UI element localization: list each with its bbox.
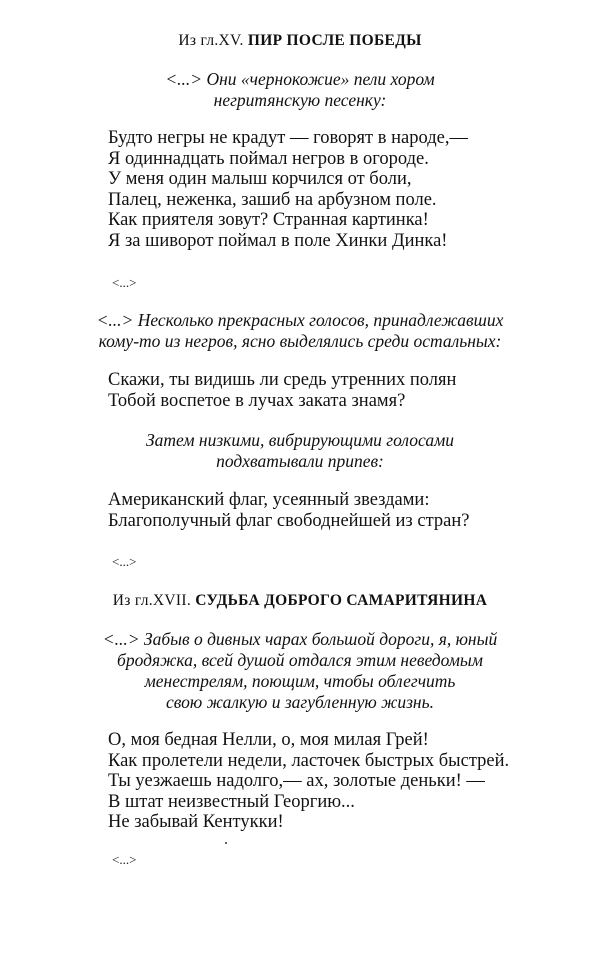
- verse-line: Тобой воспетое в лучах заката знамя?: [108, 390, 406, 411]
- verse-line: Не забывай Кентукки!: [108, 812, 284, 832]
- print-speck: [225, 842, 227, 844]
- prose-line: <...> Несколько прекрасных голосов, принадлежавших: [96, 310, 504, 330]
- omission-marker: <...>: [112, 852, 137, 867]
- prose-intro-1: [40, 69, 560, 111]
- prose-line: <...> Они «чернокожие» пели хором: [165, 69, 435, 89]
- verse-stanza-4: [108, 730, 578, 833]
- omission-marker: <...>: [112, 554, 137, 569]
- verse-line: Благополучный флаг свободнейшей из стран?: [108, 510, 470, 531]
- chapter-heading-title: СУДЬБА ДОБРОГО САМАРИТЯНИНА: [195, 592, 488, 609]
- prose-intro-3: [40, 430, 560, 472]
- prose-intro-4: [40, 629, 560, 713]
- verse-line: Скажи, ты видишь ли средь утренних полян: [108, 370, 457, 390]
- prose-line: подхватывали припев:: [216, 451, 384, 471]
- verse-line: О, моя бедная Нелли, о, моя милая Грей!: [108, 730, 429, 750]
- prose-line: <...> Забыв о дивных чарах большой дороги, я, юный: [102, 629, 498, 649]
- verse-line: В штат неизвестный Георгию...: [108, 791, 355, 812]
- prose-line: менестрелям, поющим, чтобы облегчить: [144, 671, 456, 691]
- verse-line: Ты уезжаешь надолго,— ах, золотые деньки! —: [108, 771, 485, 791]
- verse-stanza-2: [108, 370, 578, 411]
- verse-line: Я одиннадцать поймал негров в огороде.: [108, 148, 429, 169]
- verse-line: Американский флаг, усеянный звездами:: [108, 490, 430, 510]
- prose-line: негритянскую песенку:: [213, 90, 387, 110]
- verse-stanza-3: [108, 490, 578, 531]
- chapter-heading-prefix: Из гл.XV.: [178, 32, 244, 49]
- prose-line: свою жалкую и загубленную жизнь.: [166, 692, 434, 712]
- chapter-heading-15: [0, 32, 600, 50]
- prose-intro-2: [40, 310, 560, 352]
- chapter-heading-17: [0, 592, 600, 610]
- verse-line: У меня один малыш корчился от боли,: [108, 169, 412, 189]
- chapter-heading-title: ПИР ПОСЛЕ ПОБЕДЫ: [247, 32, 422, 49]
- chapter-heading-prefix: Из гл.XVII.: [112, 592, 192, 609]
- prose-line: кому-то из негров, ясно выделялись среди остальных:: [98, 331, 502, 351]
- omission-marker: <...>: [112, 275, 137, 290]
- verse-stanza-1: [108, 128, 578, 251]
- verse-line: Будто негры не крадут — говорят в народе,—: [108, 128, 468, 148]
- prose-line: Затем низкими, вибрирующими голосами: [145, 430, 455, 450]
- verse-line: Палец, неженка, зашиб на арбузном поле.: [108, 189, 437, 210]
- verse-line: Как пролетели недели, ласточек быстрых быстрей.: [108, 750, 510, 771]
- prose-line: бродяжка, всей душой отдался этим неведомым: [117, 650, 483, 670]
- verse-line: Как приятеля зовут? Странная картинка!: [108, 210, 429, 230]
- verse-line: Я за шиворот поймал в поле Хинки Динка!: [108, 230, 448, 251]
